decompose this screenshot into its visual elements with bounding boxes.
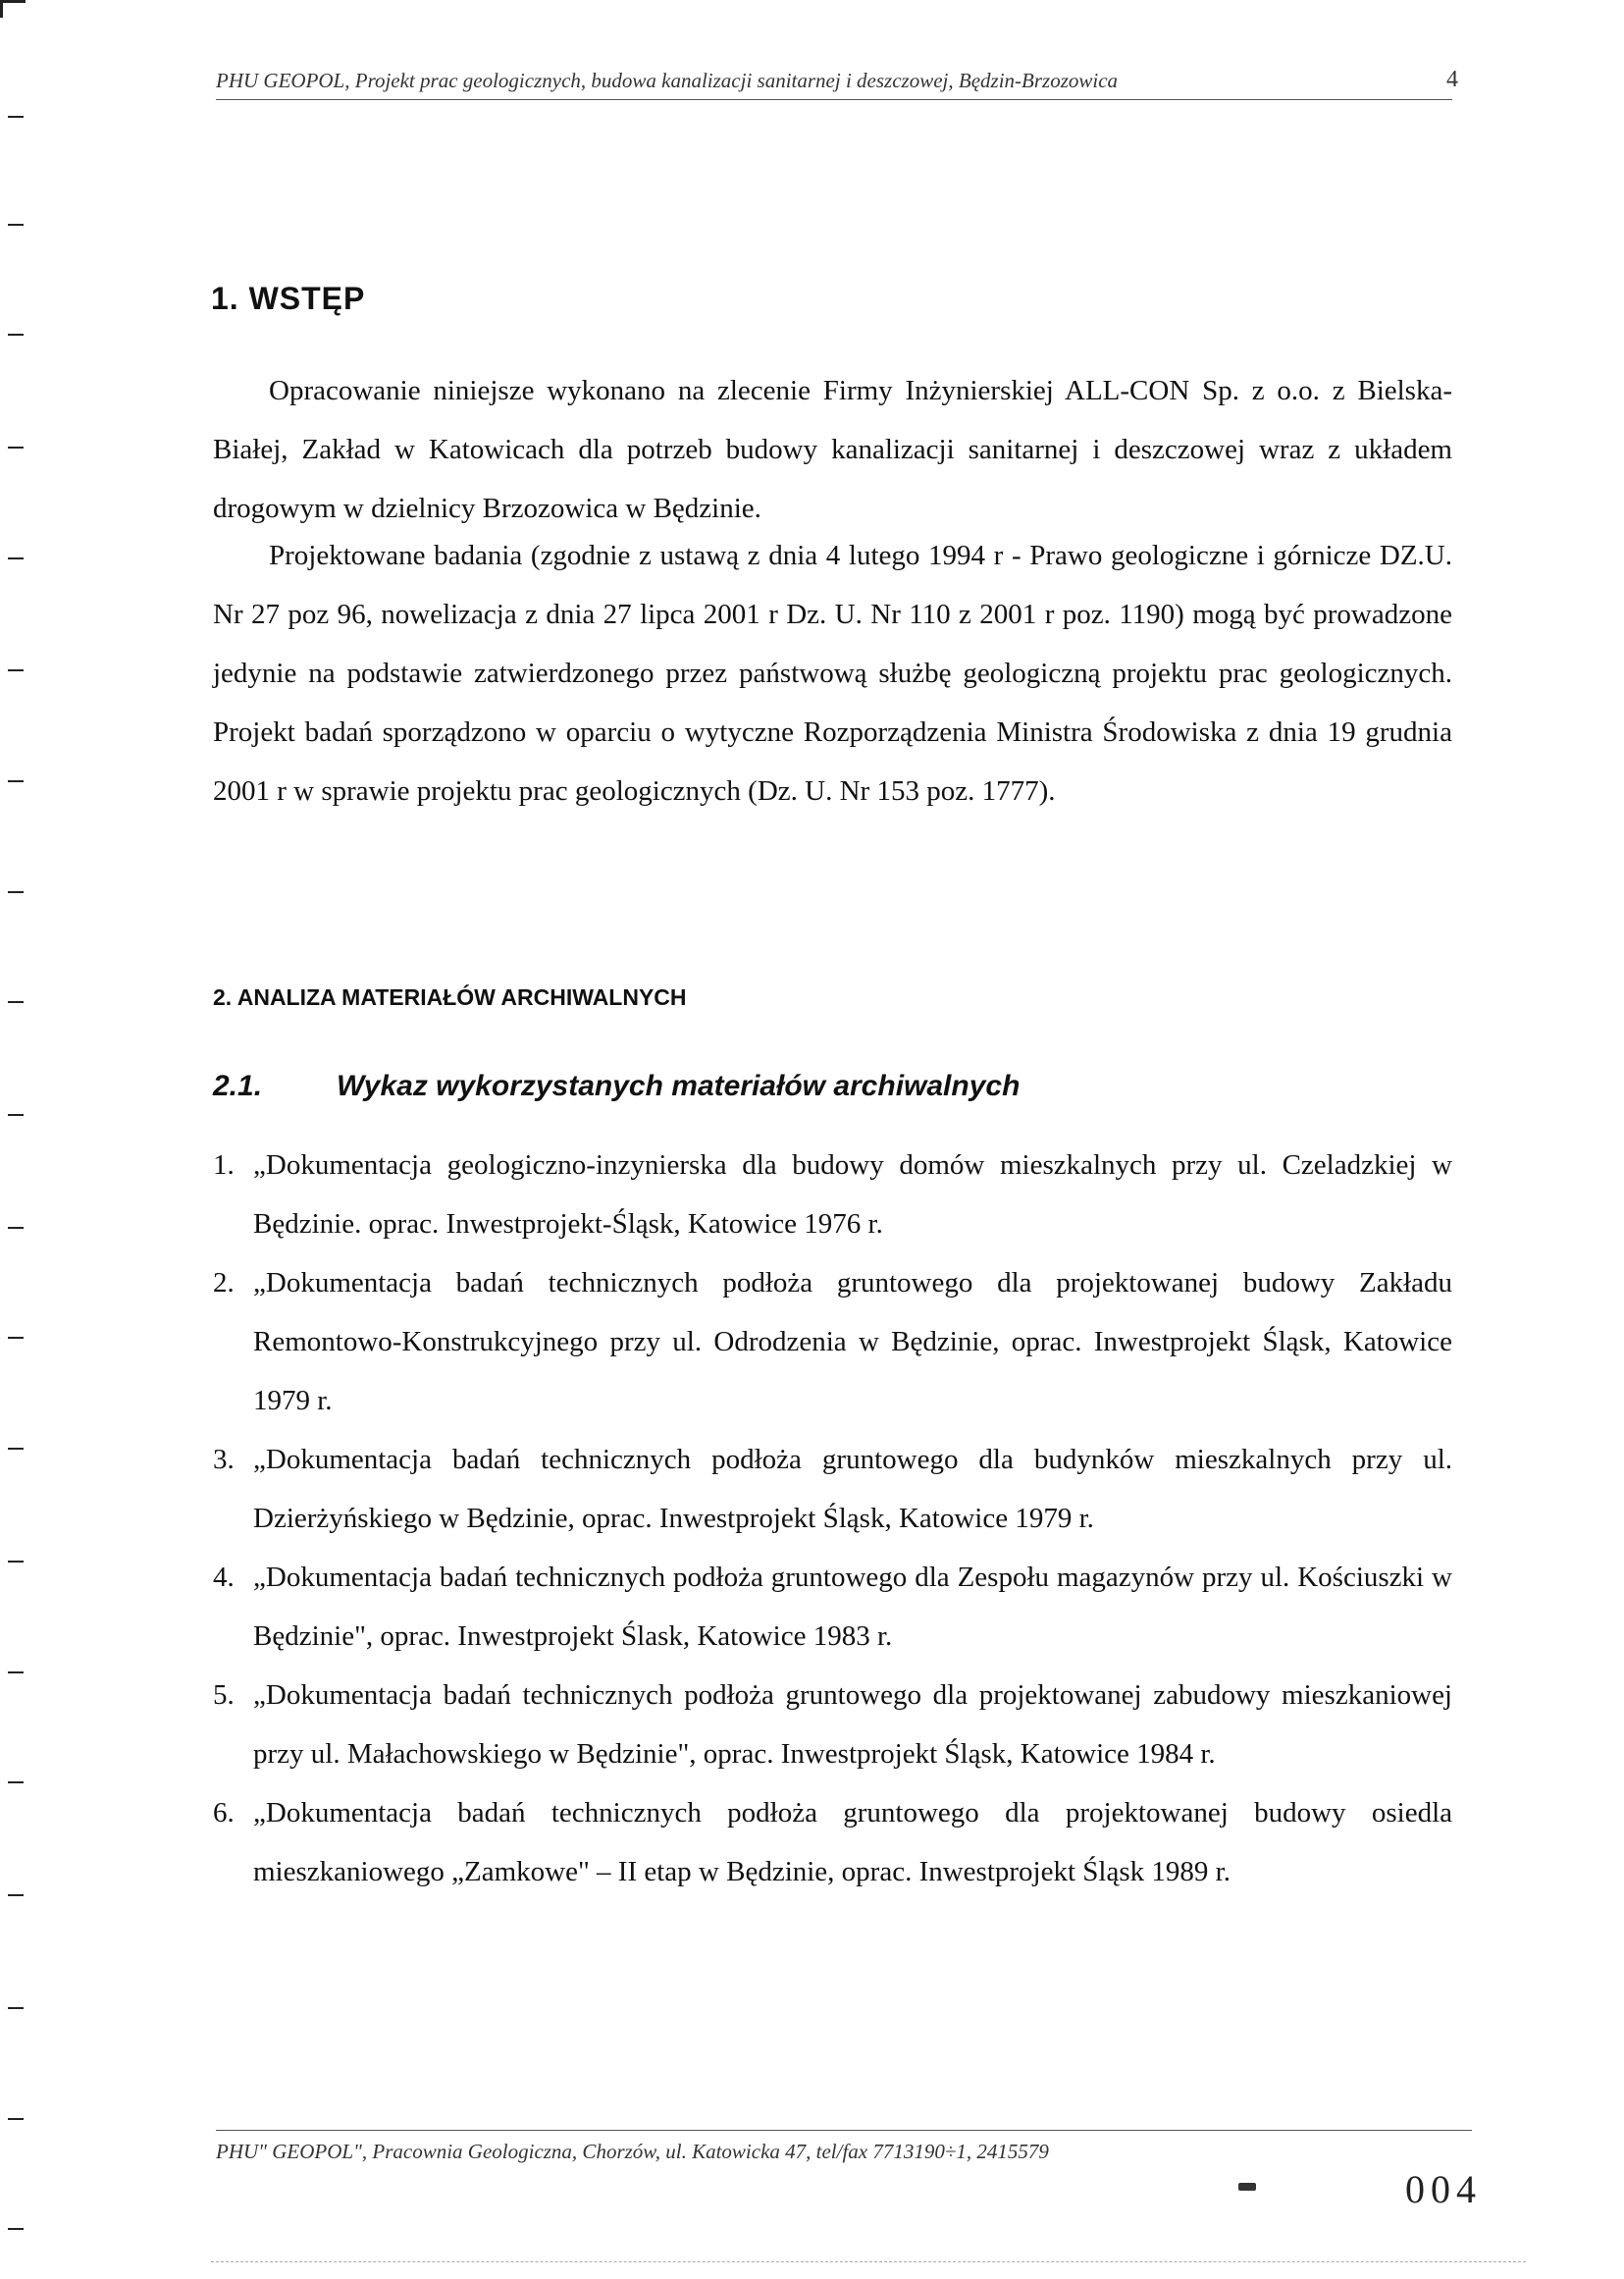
- scan-margin-mark: [8, 224, 24, 226]
- ink-mark-icon: [1238, 2183, 1256, 2191]
- list-item-number: 4.: [213, 1562, 235, 1593]
- list-item: [213, 1430, 1452, 1548]
- scan-margin-mark: [8, 557, 24, 559]
- list-item: [213, 1783, 1452, 1901]
- list-item-number: 2.: [213, 1267, 235, 1298]
- section-heading-archival-analysis: 2. ANALIZA MATERIAŁÓW ARCHIWALNYCH: [213, 984, 687, 1010]
- scan-margin-mark: [8, 2007, 24, 2009]
- footer-divider: [216, 2130, 1472, 2131]
- scan-margin-mark: [8, 1781, 24, 1783]
- scan-margin-mark: [8, 2228, 24, 2230]
- list-item-text: „Dokumentacja badań technicznych podłoża gruntowego dla Zespołu magazynów przy ul. Kościuszki w Będzinie", oprac. Inwestprojekt Ślask, Katowice 1983 r.: [253, 1562, 1452, 1652]
- page-stamp-number: 004: [1405, 2167, 1482, 2211]
- introduction-paragraph-1: Opracowanie niniejsze wykonano na zlecenie Firmy Inżynierskiej ALL-CON Sp. z o.o. z Bielska-Białej, Zakład w Katowicach dla potrzeb budowy kanalizacji sanitarnej i deszczowej wraz z układem drogowym w dzielnicy Brzozowica w Będzinie.: [213, 375, 1452, 524]
- footer-text: PHU" GEOPOL", Pracownia Geologiczna, Chorzów, ul. Katowicka 47, tel/fax 7713190÷1, 2415579: [216, 2140, 1049, 2163]
- scan-margin-mark: [8, 1227, 24, 1229]
- scan-margin-mark: [8, 1114, 24, 1116]
- scan-margin-mark: [8, 116, 24, 118]
- scan-margin-mark: [8, 1671, 24, 1673]
- archival-materials-list: [213, 1136, 1452, 1901]
- running-header: PHU GEOPOL, Projekt prac geologicznych, budowa kanalizacji sanitarnej i deszczowej, Będzin-Brzozowica: [216, 69, 1452, 100]
- list-item: [213, 1253, 1452, 1430]
- scan-margin-mark: [8, 1448, 24, 1450]
- scan-margin-mark: [8, 891, 24, 893]
- list-item-text: „Dokumentacja badań technicznych podłoża gruntowego dla projektowanej budowy osiedla mieszkaniowego „Zamkowe" – II etap w Będzinie, oprac. Inwestprojekt Śląsk 1989 r.: [253, 1797, 1452, 1887]
- scan-margin-mark: [8, 669, 24, 671]
- list-item-number: 1.: [213, 1149, 235, 1181]
- subsection-title: Wykaz wykorzystanych materiałów archiwalnych: [337, 1070, 1021, 1102]
- scan-margin-mark: [8, 1337, 24, 1339]
- scan-margin-mark: [8, 447, 24, 449]
- list-item-text: „Dokumentacja badań technicznych podłoża gruntowego dla projektowanej budowy Zakładu Remontowo-Konstrukcyjnego przy ul. Odrodzenia w Będzinie, oprac. Inwestprojekt Śląsk, Katowice 1979 r.: [253, 1267, 1452, 1416]
- subsection-heading: [213, 1070, 1020, 1103]
- scan-margin-mark: [8, 1894, 24, 1896]
- bottom-divider: [211, 2261, 1526, 2262]
- list-item: [213, 1666, 1452, 1783]
- scan-margin-mark: [8, 334, 24, 336]
- subsection-number: 2.1.: [213, 1070, 263, 1102]
- section-heading-introduction: 1. WSTĘP: [211, 281, 366, 316]
- list-item-number: 3.: [213, 1444, 235, 1475]
- scan-margin-mark: [8, 780, 24, 782]
- list-item-text: „Dokumentacja geologiczno-inzynierska dla budowy domów mieszkalnych przy ul. Czeladzkiej w Będzinie. oprac. Inwestprojekt-Śląsk, Katowice 1976 r.: [253, 1149, 1452, 1240]
- list-item: [213, 1136, 1452, 1253]
- scan-margin-mark: [8, 1561, 24, 1563]
- scan-margin-mark: [8, 1001, 24, 1003]
- list-item-number: 5.: [213, 1679, 235, 1711]
- scan-margin-mark: [8, 2118, 24, 2120]
- list-item-text: „Dokumentacja badań technicznych podłoża gruntowego dla budynków mieszkalnych przy ul. Dzierżyńskiego w Będzinie, oprac. Inwestprojekt Śląsk, Katowice 1979 r.: [253, 1444, 1452, 1534]
- introduction-paragraph-2: Projektowane badania (zgodnie z ustawą z dnia 4 lutego 1994 r - Prawo geologiczne i górnicze DZ.U. Nr 27 poz 96, nowelizacja z dnia 27 lipca 2001 r Dz. U. Nr 110 z 2001 r poz. 1190) mogą być prowadzone jedynie na podstawie zatwierdzonego przez państwową służbę geologiczną projektu prac geologicznych. Projekt badań sporządzono w oparciu o wytyczne Rozporządzenia Ministra Środowiska z dnia 19 grudnia 2001 r w sprawie projektu prac geologicznych (Dz. U. Nr 153 poz. 1777).: [213, 540, 1452, 807]
- scan-corner-mark: [0, 0, 26, 18]
- page-number: 4: [1446, 67, 1458, 92]
- list-item-number: 6.: [213, 1797, 235, 1828]
- list-item: [213, 1548, 1452, 1666]
- list-item-text: „Dokumentacja badań technicznych podłoża gruntowego dla projektowanej zabudowy mieszkaniowej przy ul. Małachowskiego w Będzinie", oprac. Inwestprojekt Śląsk, Katowice 1984 r.: [253, 1679, 1452, 1770]
